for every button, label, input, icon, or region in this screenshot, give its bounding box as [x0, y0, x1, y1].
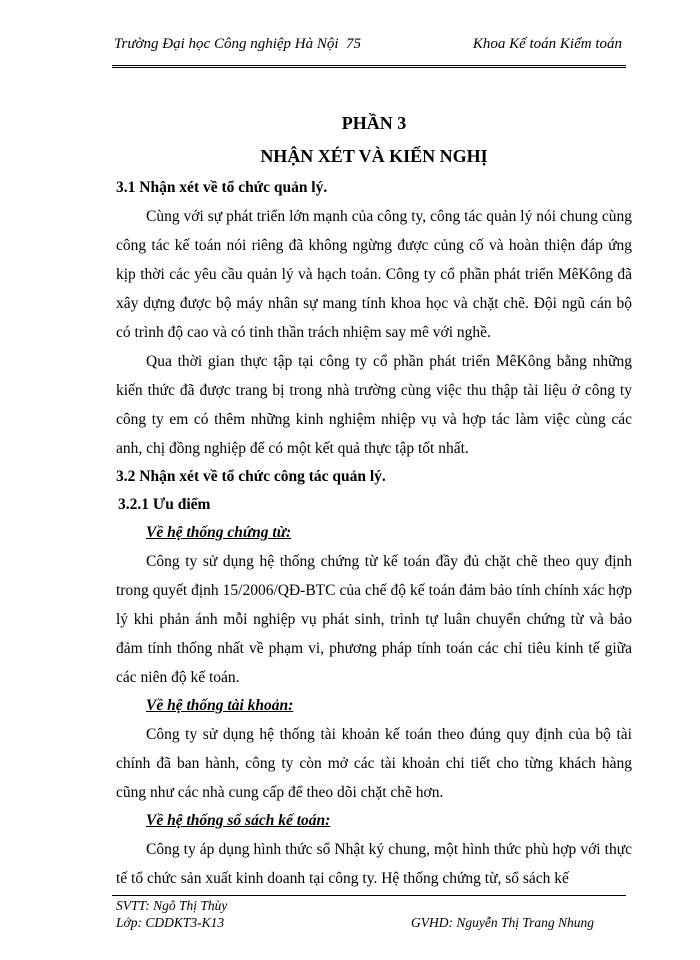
- section-3-2-heading: 3.2 Nhận xét về tổ chức công tác quản lý.: [116, 468, 386, 485]
- part-title: PHẦN 3: [341, 113, 407, 133]
- chungtu-heading-text: Về hệ thống chứng từ:: [146, 524, 292, 541]
- section-3-2-1-heading: 3.2.1 Ưu điểm: [118, 496, 211, 513]
- footer-class: Lớp: CDDKT3-K13: [116, 915, 225, 930]
- chungtu-paragraph: Công ty sử dụng hệ thống chứng từ kế toán đầy đủ chặt chẽ theo quy định trong quyết định 15/2006/QĐ-BTC của chế độ kế toán đảm bảo tính chính xác hợp lý khi phản ánh mỗi nghiệp vụ phát sinh, trình tự luân chuyển chứng từ và bảo đảm tính thống nhất về phạm vi, phương pháp tính toán các chỉ tiêu kinh tế giữa các niên độ kế toán.: [116, 553, 632, 686]
- section-3-1-paragraph-2: Qua thời gian thực tập tại công ty cổ phần phát triển MêKông bằng những kiến thức đã được trang bị trong nhà trường cùng việc thu thập tài liệu ở công ty công ty em có thêm những kinh nghiệm nhiệp vụ và hợp tác làm việc cùng các anh, chị đồng nghiệp để có một kết quả thực tập tốt nhất.: [116, 353, 632, 457]
- header-department: Khoa Kế toán Kiểm toán: [472, 36, 622, 52]
- section-3-1-paragraph-1: Cùng với sự phát triển lớn mạnh của công ty, công tác quản lý nói chung cùng công tác kế toán nói riêng đã không ngừng được củng cố và hoàn thiện đáp ứng kịp thời các yêu cầu quản lý và hạch toán. Công ty cổ phần phát triển MêKông đã xây dựng được bộ máy nhân sự mang tính khoa học và chặt chẽ. Đội ngũ cán bộ có trình độ cao và có tinh thần trách nhiệm say mê với nghề.: [116, 208, 632, 341]
- sosach-heading: [116, 807, 632, 835]
- footer-student: SVTT: Ngô Thị Thùy: [116, 898, 228, 913]
- footer-rule: [112, 895, 626, 896]
- taikhoan-heading: [116, 692, 632, 720]
- footer-supervisor: GVHD: Nguyễn Thị Trang Nhung: [411, 915, 595, 930]
- header-rule-double: [112, 67, 626, 68]
- taikhoan-paragraph: Công ty sử dụng hệ thống tài khoản kế toán theo đúng quy định của bộ tài chính đã ban hành, công ty còn mở các tài khoản chi tiết cho từng khách hàng cũng như các nhà cung cấp để theo dõi chặt chẽ hơn.: [116, 726, 632, 801]
- header-page-number: 75: [346, 36, 362, 52]
- chapter-title: NHẬN XÉT VÀ KIẾN NGHỊ: [260, 146, 488, 166]
- chungtu-heading: [116, 519, 632, 547]
- header-rule: [112, 65, 626, 66]
- taikhoan-heading-text: Về hệ thống tài khoản:: [146, 697, 294, 714]
- sosach-heading-text: Về hệ thống sổ sách kế toán:: [146, 812, 331, 829]
- header-school: Trường Đại học Công nghiệp Hà Nội: [114, 36, 339, 52]
- header-left: [114, 36, 361, 53]
- section-3-1-heading: 3.1 Nhận xét về tổ chức quản lý.: [116, 179, 328, 196]
- sosach-paragraph: Công ty áp dụng hình thức sổ Nhật ký chung, một hình thức phù hợp với thực tế tổ chức sản xuất kinh doanh tại công ty. Hệ thống chứng từ, sổ sách kế: [116, 841, 632, 887]
- footer-line-2: [116, 915, 626, 931]
- body-content: [116, 110, 632, 893]
